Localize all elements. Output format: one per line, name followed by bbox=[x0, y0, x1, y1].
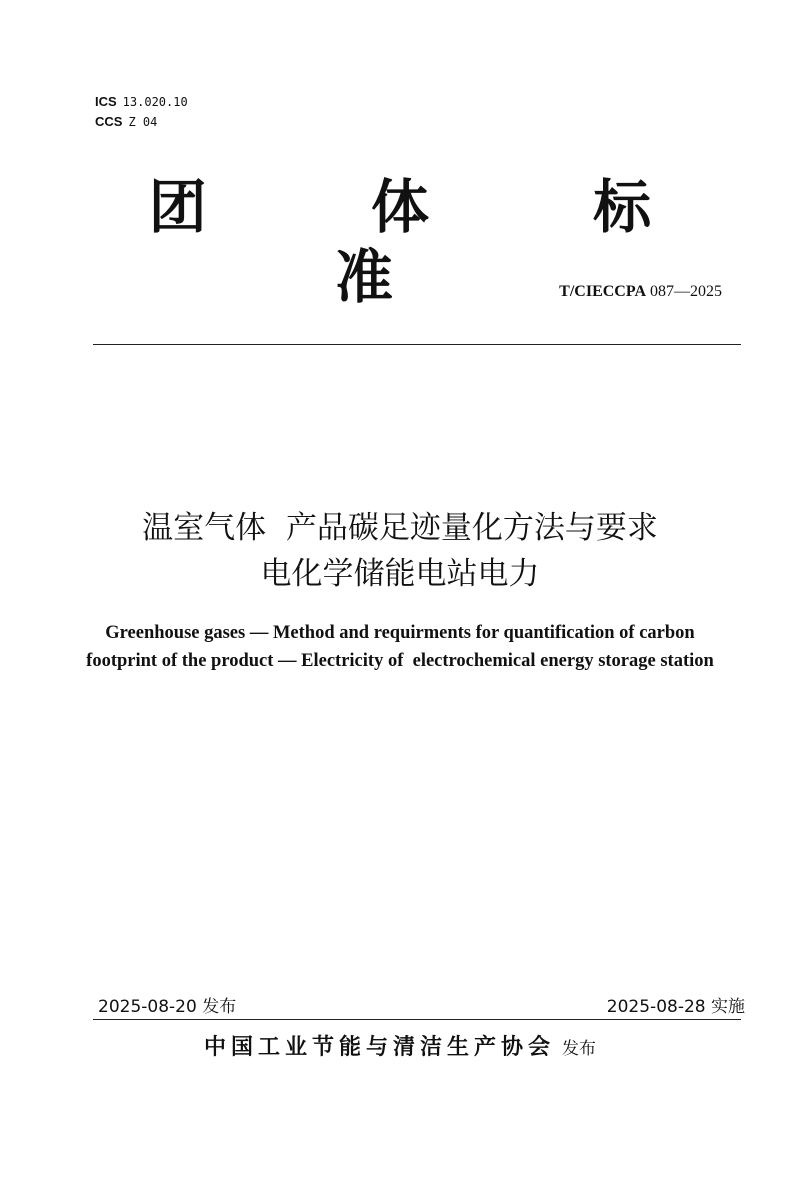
publish-date: 2025-08-20 发布 bbox=[98, 997, 237, 1017]
chinese-title-line-1: 温室气体 产品碳足迹量化方法与要求 bbox=[142, 510, 658, 546]
bottom-divider bbox=[93, 1019, 741, 1020]
standard-number-prefix: T/CIECCPA bbox=[559, 283, 646, 300]
english-title-line-2: footprint of the product — Electricity of electrochemical energy storage station bbox=[86, 651, 714, 671]
top-divider bbox=[93, 344, 741, 345]
implementation-date: 2025-08-28 实施 bbox=[606, 997, 745, 1017]
standard-number bbox=[559, 283, 722, 301]
ccs-value: Z 04 bbox=[128, 115, 158, 129]
publisher-suffix: 发布 bbox=[562, 1039, 597, 1059]
standard-number-code: 087—2025 bbox=[650, 283, 722, 300]
english-title bbox=[0, 619, 800, 675]
ccs-label: CCS bbox=[95, 114, 123, 129]
chinese-title-line-2: 电化学储能电站电力 bbox=[260, 556, 540, 592]
chinese-title bbox=[0, 505, 800, 597]
publisher-line bbox=[0, 1030, 800, 1061]
english-title-line-1: Greenhouse gases — Method and requirments for quantification of carbon bbox=[105, 623, 695, 643]
classification-codes bbox=[95, 92, 188, 132]
ics-code bbox=[95, 92, 188, 112]
ics-value: 13.020.10 bbox=[122, 95, 188, 109]
publisher-organization: 中国工业节能与清洁生产协会 bbox=[203, 1035, 555, 1060]
ics-label: ICS bbox=[95, 94, 117, 109]
standard-type-heading: 团 体 标 准 bbox=[148, 173, 724, 311]
ccs-code bbox=[95, 112, 188, 132]
